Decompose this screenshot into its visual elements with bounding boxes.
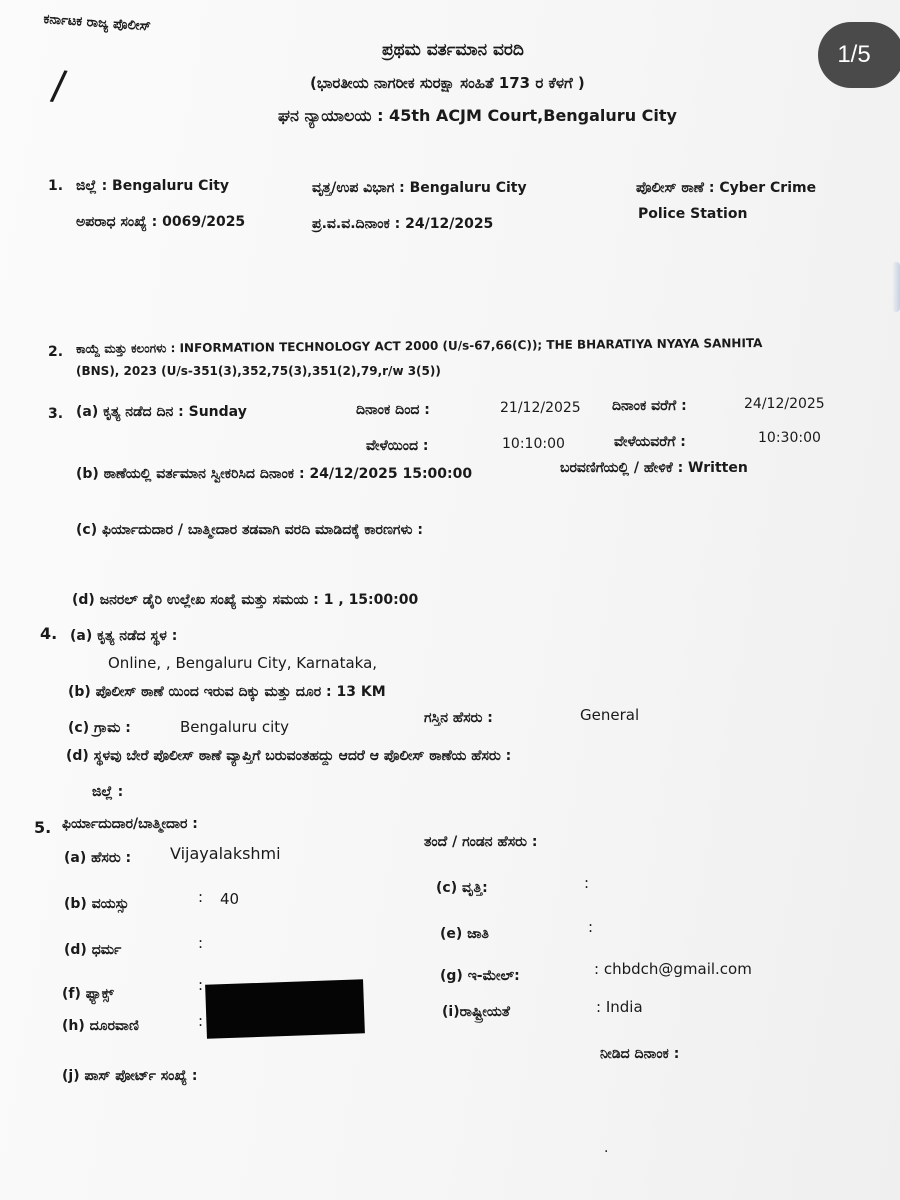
section-5-number: 5. (34, 818, 52, 837)
occurrence-day: (a) ಕೃತ್ಯ ನಡೆದ ದಿನ : Sunday (76, 404, 247, 420)
place-of-occurrence-label: (a) ಕೃತ್ಯ ನಡೆದ ಸ್ಥಳ : (70, 628, 178, 644)
document-subtitle: (ಭಾರತೀಯ ನಾಗರೀಕ ಸುರಕ್ಷಾ ಸಂಹಿತೆ 173 ರ ಕೆಳಗೆ ) (310, 74, 585, 92)
village-value: Bengaluru city (180, 718, 290, 736)
stray-dot: . (604, 1140, 609, 1156)
delay-reason-line: (c) ಫಿರ್ಯಾದುದಾರ / ಬಾತ್ಮೀದಾರ ತಡವಾಗಿ ವರದಿ ಮಾಡಿದಕ್ಕೆ ಕಾರಣಗಳು : (76, 522, 423, 538)
date-to-label: ದಿನಾಂಕ ವರೆಗೆ : (612, 398, 687, 414)
section-3-number: 3. (48, 406, 64, 422)
age-value: 40 (220, 890, 240, 908)
section-1-number: 1. (48, 178, 64, 194)
time-to-label: ವೇಳೆಯವರೆಗೆ : (614, 434, 686, 450)
email-value: : chbdch@gmail.com (594, 960, 752, 978)
age-colon: : (198, 888, 204, 906)
circle-field: ವೃತ್ತ/ಉಪ ವಿಭಾಗ : Bengaluru City (312, 180, 527, 196)
other-station-district: ಜಿಲ್ಲೆ : (92, 784, 124, 800)
department-label: ಕರ್ನಾಟಕ ರಾಜ್ಯ ಪೊಲೀಸ್ (42, 12, 152, 35)
caste-label: (e) ಜಾತಿ (440, 926, 489, 942)
page-counter-badge: 1/5 (818, 22, 900, 88)
nationality-value: : India (596, 998, 643, 1016)
fax-label: (f) ಫ್ಯಾಕ್ಸ್ (62, 986, 114, 1002)
beat-name-value: General (580, 706, 640, 724)
occupation-label: (c) ವೃತ್ತಿ: (436, 880, 488, 896)
nationality-label: (i)ರಾಷ್ಟ್ರೀಯತೆ (442, 1004, 510, 1020)
crime-number-field: ಅಪರಾಧ ಸಂಖ್ಯೆ : 0069/2025 (76, 214, 246, 230)
issue-date-label: ನೀಡಿದ ದಿನಾಂಕ : (600, 1046, 680, 1062)
village-label: (c) ಗ್ರಾಮ : (68, 720, 131, 736)
beat-name-label: ಗಸ್ತಿನ ಹೆಸರು : (424, 710, 493, 726)
document-title: ಪ್ರಥಮ ವರ್ತಮಾನ ವರದಿ (382, 40, 524, 60)
email-label: (g) ಇ-ಮೇಲ್: (440, 968, 520, 984)
section-2-number: 2. (48, 344, 64, 360)
phone-colon: : (198, 1012, 204, 1030)
police-station-field: ಪೊಲೀಸ್ ಠಾಣೆ : Cyber Crime (636, 180, 817, 196)
acts-sections-line: ಕಾಯ್ದೆ ಮತ್ತು ಕಲಂಗಳು : INFORMATION TECHNOLOGY ACT 2000 (U/s-67,66(C)); THE BHARATIYA NYAYA SANHITA (76, 336, 763, 356)
district-field: ಜಿಲ್ಲೆ : Bengaluru City (76, 178, 230, 194)
time-from-value: 10:10:00 (502, 436, 565, 452)
section-4-number: 4. (40, 624, 58, 643)
direction-distance-line: (b) ಪೊಲೀಸ್ ಠಾಣೆ ಯಿಂದ ಇರುವ ದಿಕ್ಕು ಮತ್ತು ದೂರ : 13 KM (68, 684, 386, 700)
date-to-value: 24/12/2025 (744, 396, 825, 412)
occupation-colon: : (584, 874, 590, 892)
fir-date-field: ಪ್ರ.ವ.ವ.ದಿನಾಂಕ : 24/12/2025 (312, 216, 494, 232)
phone-label: (h) ದೂರವಾಣಿ (62, 1018, 139, 1034)
caste-colon: : (588, 918, 594, 936)
phone-redaction-bar (205, 979, 365, 1038)
date-from-label: ದಿನಾಂಕ ದಿಂದ : (356, 402, 430, 418)
fax-colon: : (198, 976, 204, 994)
info-received-line: (b) ಠಾಣೆಯಲ್ಲಿ ವರ್ತಮಾನ ಸ್ವೀಕರಿಸಿದ ದಿನಾಂಕ : 24/12/2025 15:00:00 (76, 466, 473, 482)
other-station-line: (d) ಸ್ಥಳವು ಬೇರೆ ಪೊಲೀಸ್ ಠಾಣೆ ವ್ಯಾಪ್ತಿಗೆ ಬರುವಂತಹದ್ದು ಆದರೆ ಆ ಪೊಲೀಸ್ ಠಾಣೆಯ ಹೆಸರು : (66, 748, 512, 764)
acts-sections-line-cont: (BNS), 2023 (U/s-351(3),352,75(3),351(2),79,r/w 3(5)) (76, 364, 441, 378)
complainant-title: ಫಿರ್ಯಾದುದಾರ/ಬಾತ್ಮೀದಾರ : (62, 816, 198, 832)
complainant-name-label: (a) ಹೆಸರು : (64, 850, 132, 866)
page-edge-shadow (892, 262, 900, 312)
place-of-occurrence-value: Online, , Bengaluru City, Karnataka, (108, 654, 378, 672)
time-to-value: 10:30:00 (758, 430, 821, 446)
time-from-label: ವೇಳೆಯಿಂದ : (366, 438, 429, 454)
court-line: ಘನ ನ್ಯಾಯಾಲಯ : 45th ACJM Court,Bengaluru City (278, 106, 677, 125)
complainant-name-value: Vijayalakshmi (170, 844, 281, 863)
religion-label: (d) ಧರ್ಮ (64, 942, 122, 958)
father-husband-name-label: ತಂದೆ / ಗಂಡನ ಹೆಸರು : (424, 834, 538, 850)
pen-mark: / (48, 62, 69, 110)
religion-colon: : (198, 934, 204, 952)
police-station-field-cont: Police Station (638, 206, 748, 222)
general-diary-line: (d) ಜನರಲ್ ಡೈರಿ ಉಲ್ಲೇಖ ಸಂಖ್ಯೆ ಮತ್ತು ಸಮಯ : 1 , 15:00:00 (72, 592, 419, 608)
date-from-value: 21/12/2025 (500, 400, 581, 416)
age-label: (b) ವಯಸ್ಸು (64, 896, 129, 912)
passport-number-label: (j) ಪಾಸ್ ಪೋರ್ಟ್ ಸಂಖ್ಯೆ : (62, 1068, 198, 1084)
info-mode-field: ಬರವಣಿಗೆಯಲ್ಲಿ / ಹೇಳಿಕೆ : Written (560, 460, 748, 476)
